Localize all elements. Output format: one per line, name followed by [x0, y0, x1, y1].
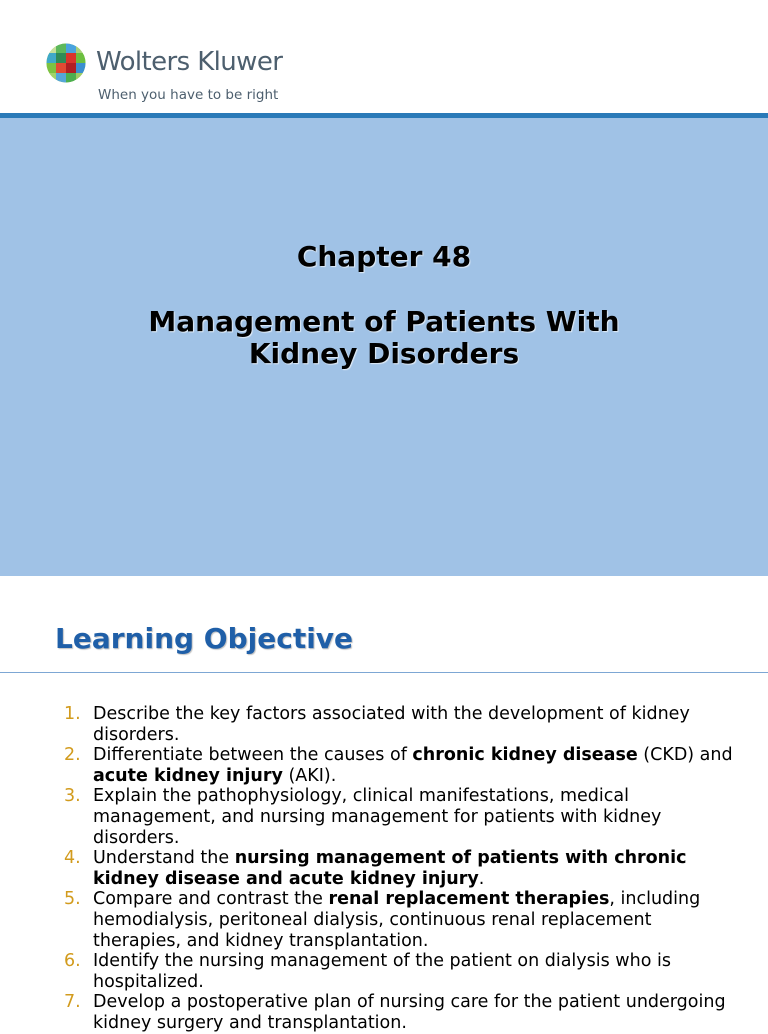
heading-divider: [0, 672, 768, 673]
objective-text: [93, 745, 733, 786]
objective-item: [0, 848, 768, 889]
objective-item: [0, 704, 768, 745]
objective-item: [0, 992, 768, 1033]
subtitle-line-1: Management of Patients With: [148, 305, 620, 338]
objective-text-run: Develop a postoperative plan of nursing care for the patient undergoing kidney surgery and transplantation.: [93, 992, 726, 1033]
objective-item: [0, 786, 768, 848]
objective-text-run: Compare and contrast the: [93, 889, 329, 910]
objective-text: [93, 704, 690, 745]
objective-text-run: Understand the: [93, 848, 235, 869]
objective-number: 7.: [64, 992, 81, 1013]
objective-text-run: Explain the pathophysiology, clinical manifestations, medical management, and nursing management for patients with kidney disorders.: [93, 786, 662, 848]
objective-number: 1.: [64, 704, 81, 724]
objective-emphasis: nursing management of patients with chronic kidney disease and acute kidney injury: [93, 848, 687, 889]
brand-name: Wolters Kluwer: [96, 47, 283, 77]
wolters-kluwer-logo-icon: [46, 43, 86, 83]
objective-text: [93, 786, 661, 847]
objective-number: 4.: [64, 848, 81, 869]
slide-subtitle: [84, 306, 684, 370]
chapter-title: Chapter 48: [296, 240, 472, 273]
objective-number: 3.: [64, 786, 81, 807]
objective-text: [93, 848, 687, 889]
objective-text-run: (AKI).: [282, 765, 337, 786]
objective-text-run: .: [478, 868, 485, 889]
objective-number: 2.: [64, 745, 81, 766]
objective-emphasis: acute kidney injury: [93, 765, 283, 786]
objective-item: [0, 951, 768, 992]
objective-number: 5.: [64, 889, 81, 910]
objective-text-run: , including hemodialysis, peritoneal dialysis, continuous renal replacement therapies, and kidney transplantation.: [93, 889, 701, 951]
objective-item: [0, 745, 768, 786]
objectives-list: [0, 704, 768, 1034]
objective-emphasis: chronic kidney disease: [412, 745, 638, 766]
objective-text: [93, 889, 700, 950]
objective-item: [0, 889, 768, 951]
slide-header: [0, 0, 768, 114]
subtitle-line-2: Kidney Disorders: [248, 337, 520, 370]
objective-text: [93, 992, 726, 1033]
learning-objective-heading: Learning Objective: [55, 622, 354, 655]
objective-text-run: (CKD) and: [637, 745, 733, 766]
objective-number: 6.: [64, 951, 81, 972]
learning-objective-slide: [0, 576, 768, 1033]
objective-emphasis: renal replacement therapies: [328, 889, 610, 910]
objective-text-run: Identify the nursing management of the patient on dialysis who is hospitalized.: [93, 951, 671, 992]
objective-text: [93, 951, 671, 992]
objective-text-run: Differentiate between the causes of: [93, 745, 413, 766]
brand-tagline: When you have to be right: [98, 87, 279, 103]
objective-text-run: Describe the key factors associated with the development of kidney disorders.: [93, 704, 690, 745]
